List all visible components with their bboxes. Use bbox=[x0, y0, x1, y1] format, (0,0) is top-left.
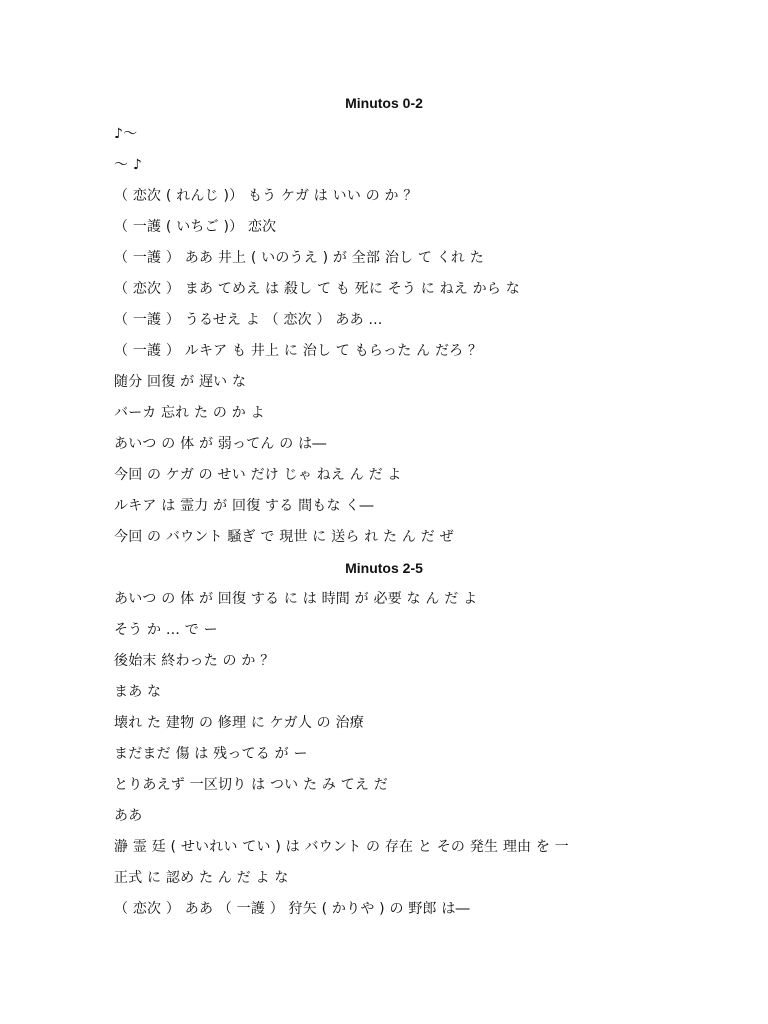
transcript-line: まだまだ 傷 は 残ってる が ー bbox=[114, 746, 308, 762]
transcript-line: 正式 に 認め た ん だ よ な bbox=[114, 870, 289, 886]
transcript-line: （ 一護 ） ああ 井上 ( いのうえ ) が 全部 治し て くれ た bbox=[114, 250, 484, 266]
transcript-line: （ 一護 ( いちご )） 恋次 bbox=[114, 219, 277, 235]
transcript-line: （ 恋次 ( れんじ )） もう ケガ は いい の か ？ bbox=[114, 188, 418, 204]
transcript-line: （ 一護 ） ルキア も 井上 に 治し て もらった ん だろ ？ bbox=[114, 343, 483, 359]
transcript-line: そう か … で ー bbox=[114, 622, 218, 638]
transcript-line: まあ な bbox=[114, 684, 162, 700]
transcript-line: 瀞 霊 廷 ( せいれい てい ) は バウント の 存在 と その 発生 理由 を 一 bbox=[114, 839, 569, 855]
transcript-body bbox=[114, 88, 654, 925]
transcript-line: ああ bbox=[114, 808, 143, 824]
section-heading: Minutos 2-5 bbox=[345, 560, 423, 576]
transcript-line: （ 恋次 ） まあ てめえ は 殺し て も 死に そう に ねえ から な bbox=[114, 281, 520, 297]
section-heading: Minutos 0-2 bbox=[345, 95, 423, 111]
transcript-line: あいつ の 体 が 弱ってん の は― bbox=[114, 436, 327, 452]
transcript-line: （ 恋次 ） ああ （ 一護 ） 狩矢 ( かりや ) の 野郎 は― bbox=[114, 901, 470, 917]
transcript-line: （ 一護 ） うるせえ よ （ 恋次 ） ああ … bbox=[114, 312, 383, 328]
transcript-line: 随分 回復 が 遅い な bbox=[114, 374, 247, 390]
transcript-line: ♪～ bbox=[114, 126, 138, 142]
transcript-line: 後始末 終わった の か ？ bbox=[114, 653, 275, 669]
transcript-line: バーカ 忘れ た の か よ bbox=[114, 405, 265, 421]
transcript-line: 今回 の バウント 騒ぎ で 現世 に 送ら れ た ん だ ぜ bbox=[114, 529, 454, 545]
transcript-line: ルキア は 霊力 が 回復 する 間もな く― bbox=[114, 498, 374, 514]
transcript-line: 今回 の ケガ の せい だけ じゃ ねえ ん だ よ bbox=[114, 467, 402, 483]
transcript-line: 壊れ た 建物 の 修理 に ケガ人 の 治療 bbox=[114, 715, 364, 731]
transcript-line: とりあえず 一区切り は つい た み てえ だ bbox=[114, 777, 388, 793]
transcript-line: あいつ の 体 が 回復 する に は 時間 が 必要 な ん だ よ bbox=[114, 591, 478, 607]
transcript-line: ～ ♪ bbox=[114, 157, 142, 173]
